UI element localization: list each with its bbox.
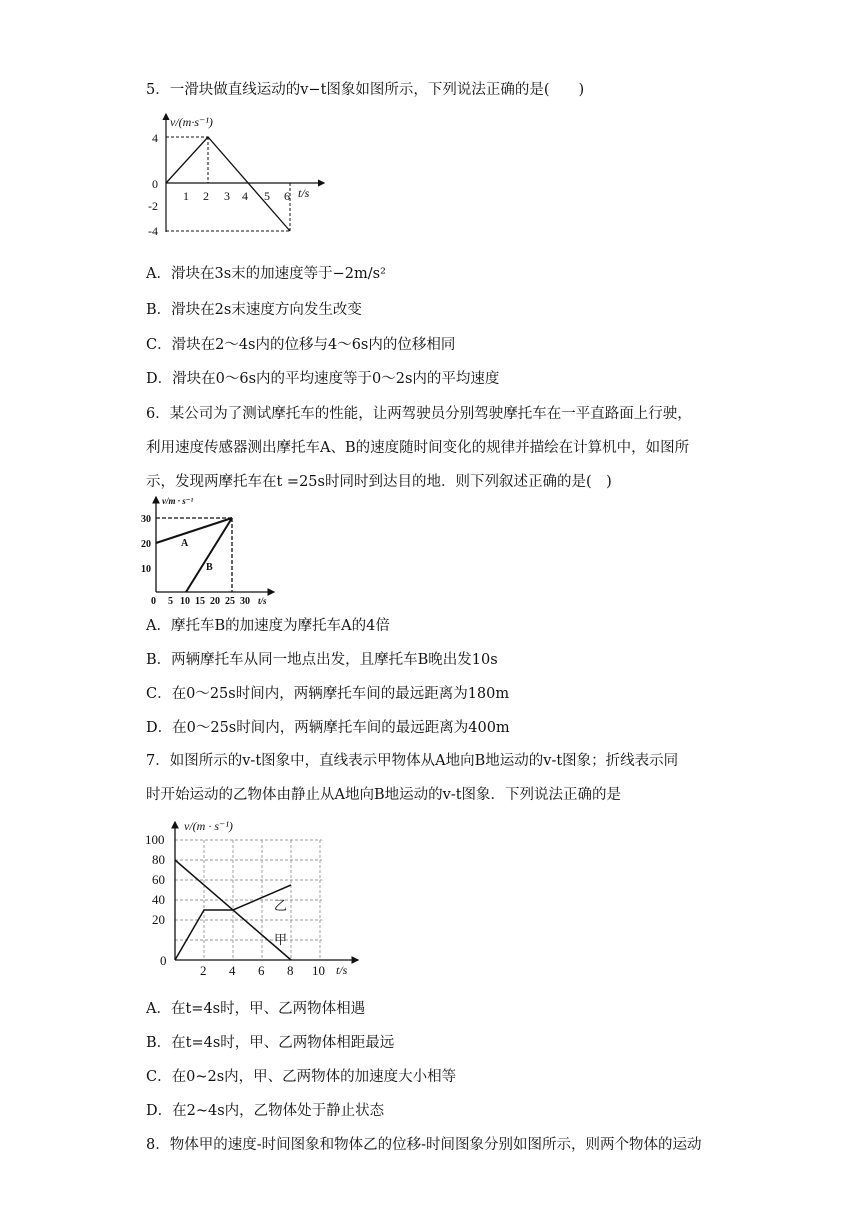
q6-xtick: 15 bbox=[195, 596, 205, 607]
q7-option-c: C．在0~2s内，甲、乙两物体的加速度大小相等 bbox=[146, 1069, 457, 1085]
q7-label-jia: 甲 bbox=[274, 932, 288, 947]
q7-ytick: 60 bbox=[152, 872, 165, 887]
q6-option-a: A．摩托车B的加速度为摩托车A的4倍 bbox=[146, 618, 390, 634]
q7-ytick: 100 bbox=[145, 832, 165, 847]
q6-option-b: B．两辆摩托车从同一地点出发，且摩托车B晚出发10s bbox=[146, 652, 498, 668]
q7-option-d: D．在2~4s内，乙物体处于静止状态 bbox=[146, 1103, 385, 1119]
q7-ytick: 20 bbox=[152, 912, 165, 927]
q7-xtick: 4 bbox=[229, 963, 236, 978]
q8-stem: 8．物体甲的速度-时间图象和物体乙的位移-时间图象分别如图所示，则两个物体的运动 bbox=[146, 1137, 702, 1153]
q6-xtick: 5 bbox=[168, 596, 173, 607]
q7-stem-line2: 时开始运动的乙物体由静止从A地向B地运动的v-t图象．下列说法正确的是 bbox=[146, 787, 622, 803]
q5-xlabel: t/s bbox=[298, 186, 310, 200]
q7-xtick: 2 bbox=[200, 963, 207, 978]
q7-label-yi: 乙 bbox=[274, 898, 288, 913]
q7-ytick: 80 bbox=[152, 852, 165, 867]
q7-xtick: 6 bbox=[258, 963, 265, 978]
q6-stem-line3: 示，发现两摩托车在t =25s时同时到达目的地．则下列叙述正确的是( ) bbox=[146, 474, 612, 490]
q5-graph bbox=[140, 108, 330, 248]
q6-option-c: C．在0～25s时间内，两辆摩托车间的最远距离为180m bbox=[146, 686, 510, 702]
q5-xtick: 6 bbox=[284, 189, 290, 203]
q5-ylabel: v/(m·s⁻¹) bbox=[170, 115, 213, 129]
q5-xtick: 3 bbox=[224, 189, 230, 203]
q6-stem-line1: 6．某公司为了测试摩托车的性能，让两驾驶员分别驾驶摩托车在一平直路面上行驶， bbox=[146, 406, 692, 422]
q6-graph bbox=[140, 492, 280, 612]
q7-xtick: 8 bbox=[287, 963, 294, 978]
q6-line-b bbox=[186, 518, 232, 592]
q6-xtick: 20 bbox=[210, 596, 220, 607]
q6-label-a: A bbox=[181, 538, 189, 549]
q5-ytick: -4 bbox=[148, 224, 158, 238]
q5-vt-line bbox=[166, 137, 290, 231]
q5-stem: 5．一滑块做直线运动的v−t图象如图所示，下列说法正确的是( ) bbox=[146, 82, 585, 98]
q5-option-c: C．滑块在2～4s内的位移与4～6s内的位移相同 bbox=[146, 337, 456, 353]
q7-xlabel: t/s bbox=[336, 963, 348, 977]
q6-option-d: D．在0～25s时间内，两辆摩托车间的最远距离为400m bbox=[146, 720, 510, 736]
q6-line-a bbox=[156, 518, 232, 543]
q5-option-d: D．滑块在0～6s内的平均速度等于0～2s内的平均速度 bbox=[146, 371, 500, 387]
q5-xtick: 5 bbox=[264, 189, 270, 203]
q6-stem-line2: 利用速度传感器测出摩托车A、B的速度随时间变化的规律并描绘在计算机中，如图所 bbox=[146, 440, 690, 456]
q6-ytick: 20 bbox=[141, 539, 151, 550]
q5-xtick: 4 bbox=[242, 189, 248, 203]
q7-graph bbox=[140, 810, 365, 980]
q6-ytick: 10 bbox=[141, 564, 151, 575]
q7-xtick: 0 bbox=[160, 953, 167, 968]
q7-option-b: B．在t=4s时，甲、乙两物体相距最远 bbox=[146, 1035, 395, 1051]
q6-xtick: 25 bbox=[225, 596, 235, 607]
q5-option-b: B．滑块在2s末速度方向发生改变 bbox=[146, 302, 362, 318]
q5-ytick: 4 bbox=[152, 131, 158, 145]
q6-xtick: 10 bbox=[180, 596, 190, 607]
q7-ytick: 40 bbox=[152, 892, 165, 907]
q7-xtick: 10 bbox=[312, 963, 325, 978]
q6-xlabel: t/s bbox=[258, 596, 267, 606]
q7-option-a: A．在t=4s时，甲、乙两物体相遇 bbox=[146, 1001, 366, 1017]
q7-ylabel: v/(m · s⁻¹) bbox=[184, 819, 233, 833]
q5-ytick: 0 bbox=[152, 177, 158, 191]
q6-xtick: 30 bbox=[240, 596, 250, 607]
q5-option-a: A．滑块在3s末的加速度等于−2m/s² bbox=[146, 266, 386, 282]
q6-ylabel: v/m · s⁻¹ bbox=[162, 496, 194, 506]
q5-ytick: -2 bbox=[148, 199, 158, 213]
q5-xtick: 2 bbox=[203, 189, 209, 203]
q7-stem-line1: 7．如图所示的v-t图象中，直线表示甲物体从A地向B地运动的v-t图象；折线表示同 bbox=[146, 753, 679, 769]
q6-ytick: 30 bbox=[141, 514, 151, 525]
q6-xtick: 0 bbox=[151, 596, 156, 607]
q6-label-b: B bbox=[206, 562, 213, 573]
q5-xtick: 1 bbox=[183, 189, 189, 203]
